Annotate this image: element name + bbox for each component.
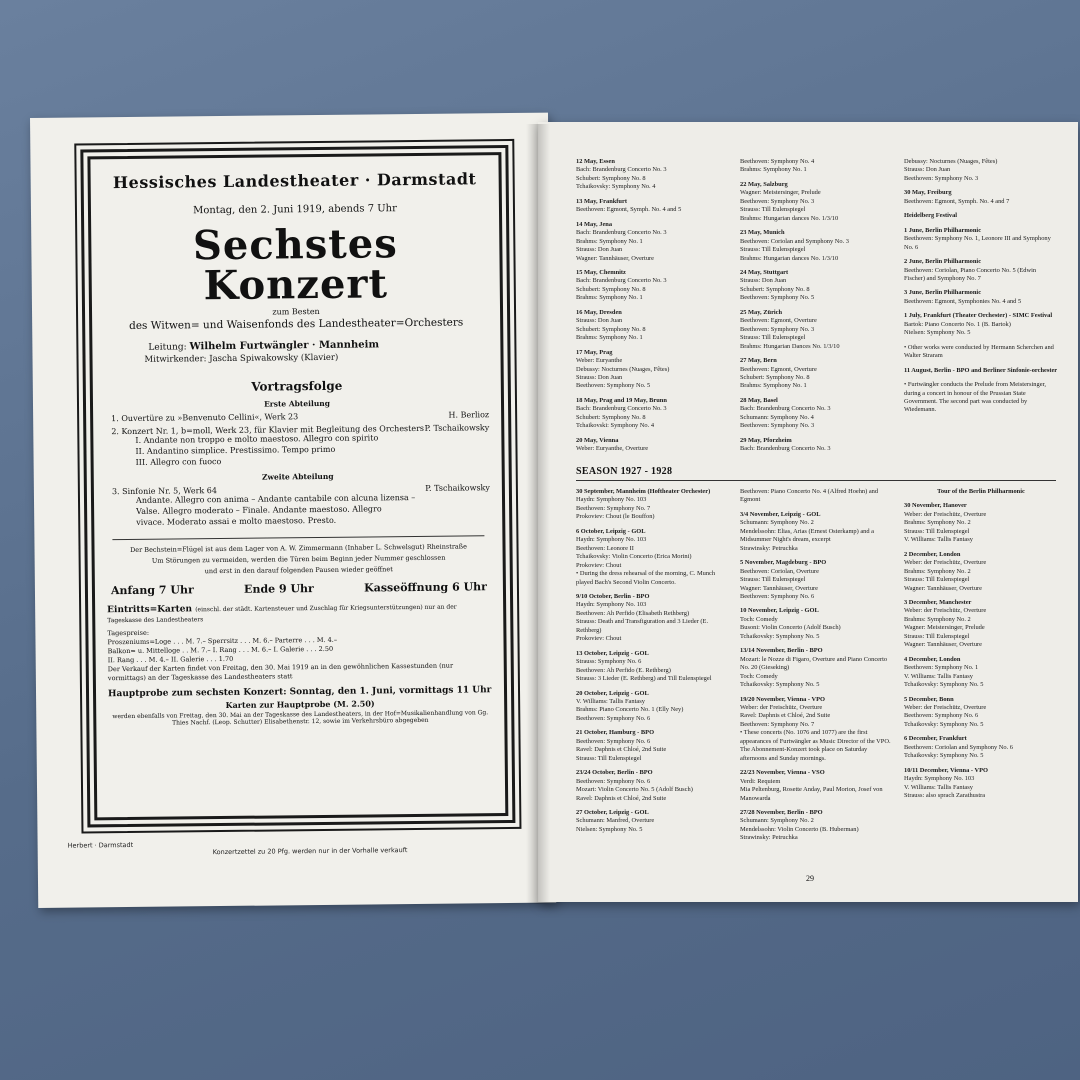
concert-work: • Furtwängler conducts the Prelude from Meistersinger, during a concert in honour of the Prussian State Government. The second part was conducted by Wiedemann.: [904, 381, 1047, 414]
concert-work: Tchaikovsky: Symphony No. 5: [904, 720, 984, 728]
concert-work: V. Williams: Tallis Fantasy: [576, 697, 645, 705]
concert-work: Haydn: Symphony No. 103: [904, 775, 975, 783]
concert-date-place: 23 May, Munich: [740, 229, 785, 237]
concert-work: Weber: der Freischütz, Overture: [904, 559, 987, 567]
concert-work: Ravel: Daphnis et Chloé, 2nd Suite: [576, 746, 667, 754]
concert-date-place: 4 December, London: [904, 655, 961, 663]
concert-work: Schumann: Manfred, Overture: [576, 817, 655, 825]
item-1-title: 1. Ouvertüre zu »Benvenuto Cellini«, Werk 23: [111, 412, 299, 424]
concert-work: Nielsen: Symphony No. 5: [904, 329, 971, 337]
concert-work: Beethoven: Symphony No. 7: [576, 504, 651, 512]
fund-line: des Witwen= und Waisenfonds des Landestheater=Orchesters: [129, 316, 464, 332]
concert-work: Strawinsky: Petruchka: [740, 834, 798, 842]
concert-work: Beethoven: Coriolan and Symphony No. 6: [904, 743, 1013, 751]
concert-date-place: 10 November, Leipzig - GOL: [740, 607, 819, 615]
concert-work: Mia Peltenburg, Rosette Anday, Paul Morion, Josef von Manowarda: [740, 786, 883, 802]
concert-work: Verdi: Requiem: [740, 777, 781, 785]
concert-entry: [576, 729, 730, 763]
concert-entry: [740, 437, 894, 454]
concert-work: Strauss: Till Eulenspiegel: [904, 527, 970, 535]
concert-entry: [740, 181, 894, 223]
concert-work: Tchaikovsky: Symphony No. 5: [740, 632, 820, 640]
left-page: [30, 113, 556, 908]
prices-row-2: Balkon= u. Mittelloge . . M. 7.– I. Rang . . . M. 6.– I. Galerie . . . 2.50: [107, 644, 334, 656]
concert-work: Strauss: Symphony No. 6: [576, 658, 642, 666]
rehearsal-note: werden ebenfalls von Freitag, den 30. Mai an der Tageskasse des Landestheaters, in der Hof=Musikalienhandlung von Gg. Thies Nachf. (Leop. Schutter) Elisabethenstr. 12, sowie im Verkehrsbüro abgegeben: [112, 709, 489, 727]
concert-work: Tchaikovski: Symphony No. 4: [576, 422, 655, 430]
times-row: [107, 580, 491, 597]
concert-work: Strauss: Don Juan: [576, 317, 623, 325]
concert-date-place: 24 May, Stuttgart: [740, 268, 789, 276]
concert-work: Schubert: Symphony No. 8: [576, 413, 646, 421]
concert-entry: [576, 158, 730, 192]
concert-work: Strauss: Till Eulenspiegel: [740, 576, 806, 584]
concert-entry: [904, 189, 1058, 206]
concert-work: Wagner: Tannhäuser, Overture: [740, 584, 818, 592]
column-3: [904, 158, 1058, 460]
concert-date-place: 3/4 November, Leipzig - GOL: [740, 510, 821, 518]
concert-work: Wagner: Tannhäuser, Overture: [576, 254, 654, 262]
concert-work: Haydn: Symphony No. 103: [576, 601, 647, 609]
concert-work: Busoni: Violin Concerto (Adolf Busch): [740, 624, 841, 632]
concert-entry: [904, 599, 1058, 650]
concert-entry: [904, 289, 1058, 306]
concert-work: Beethoven: Symphony No. 4: [740, 158, 815, 165]
concert-entry: [740, 809, 894, 843]
poster-footer: Konzertzettel zu 20 Pfg. werden nur in der Vorhalle verkauft: [212, 846, 408, 857]
concert-entry: [740, 309, 894, 351]
item-3-composer: P. Tschaikowsky: [425, 483, 490, 494]
concert-entry: [576, 650, 730, 684]
item-2-movement-1: I. Andante non troppo e molto maestoso. Allegro con spirito: [135, 433, 379, 445]
concert-date-place: 2 June, Berlin Philharmonic: [904, 258, 982, 266]
concert-work: Wagner: Tannhäuser, Overture: [904, 641, 982, 649]
concert-entry: [904, 735, 1058, 760]
concert-work: • These concerts (No. 1076 and 1077) are the first appearances of Furtwängler as Music Director of the VPO. The Abonnement-Konzert took place on Saturday afternoons and Sunday mornings.: [740, 729, 891, 762]
concert-work: Toch: Comedy: [740, 672, 778, 680]
concert-work: Strauss: Till Eulenspiegel: [740, 246, 806, 254]
concert-work: Mendelssohn: Elias, Arias (Ernest Osterkamp) and a Midsummer Night's dream, excerpt: [740, 527, 874, 544]
concert-work: Brahms: Hungarian dances No. 1/3/10: [740, 254, 839, 262]
concert-date-place: 11 August, Berlin - BPO and Berliner Sinfonie-orchester: [904, 366, 1058, 374]
concert-entry: [576, 593, 730, 644]
page-number: 29: [806, 874, 814, 883]
concert-work: Beethoven: Egmont, Symph. No. 4 and 5: [576, 206, 682, 214]
concert-work: Nielsen: Symphony No. 5: [576, 825, 643, 833]
concert-title: Sechstes Konzert: [192, 220, 398, 310]
concert-work: Strauss: Till Eulenspiegel: [740, 206, 806, 214]
concert-work: Wagner: Meistersinger, Prelude: [904, 624, 985, 632]
program-item-1: [105, 410, 489, 423]
conductor-name: Wilhelm Furtwängler · Mannheim: [189, 339, 380, 353]
concert-work: Beethoven: Egmont, Overture: [740, 317, 817, 325]
concert-date-place: 27 October, Leipzig - GOL: [576, 808, 649, 816]
concert-poster: [74, 139, 521, 834]
concert-work: Bach: Brandenburg Concerto No. 3: [576, 405, 667, 413]
concert-work: Schubert: Symphony No. 8: [576, 325, 646, 333]
concert-date-place: 6 October, Leipzig - GOL: [576, 527, 646, 535]
concert-date-place: 17 May, Prag: [576, 348, 613, 356]
concert-date-place: 20 October, Leipzig - GOL: [576, 689, 649, 697]
concert-entry: [740, 511, 894, 553]
concert-work: Brahms: Symphony No. 1: [576, 334, 643, 342]
concert-work: Beethoven: Symphony No. 3: [740, 325, 815, 333]
concert-work: Wagner: Meistersinger, Prelude: [740, 189, 821, 197]
concert-entry: [576, 221, 730, 263]
concert-entry: [904, 551, 1058, 593]
concert-work: Ravel: Daphnis et Chloé, 2nd Suite: [576, 794, 667, 802]
concert-work: Beethoven: Egmont, Symphonies No. 4 and 5: [904, 297, 1022, 305]
concert-entry: [904, 696, 1058, 730]
concert-entry: [576, 198, 730, 215]
concert-work: Brahms: Hungarian dances No. 1/3/10: [740, 214, 839, 222]
concert-work: Beethoven: Piano Concerto No. 4 (Alfred Hoehn) and Egmont: [740, 488, 879, 504]
piano-note: Der Bechstein=Flügel ist aus dem Lager von A. W. Zimmermann (Inhaber L. Schwelsgut) Rheinstraße: [130, 542, 468, 554]
concert-date-place: 3 June, Berlin Philharmonic: [904, 289, 982, 297]
concert-work: Beethoven: Symphony No. 6: [576, 737, 651, 745]
concert-entry: [904, 158, 1058, 183]
concert-work: Beethoven: Symphony No. 3: [740, 197, 815, 205]
concert-date-place: 28 May, Basel: [740, 396, 778, 404]
concert-work: Weber: der Freischütz, Overture: [904, 607, 987, 615]
concert-entry: [904, 767, 1058, 801]
concert-work: Mozart: Violin Concerto No. 5 (Adolf Busch): [576, 786, 693, 794]
concert-work: Beethoven: Symphony No. 3: [904, 174, 979, 182]
item-2-movement-3: III. Allegro con fuoco: [135, 456, 222, 467]
concert-list-1927: [576, 158, 1060, 460]
season-rule: [576, 480, 1056, 481]
program-heading: Vortragsfolge: [251, 378, 343, 394]
concert-work: Beethoven: Leonore II: [576, 544, 634, 552]
concert-entry: [576, 528, 730, 587]
concert-work: Weber: der Freischütz, Overture: [740, 703, 823, 711]
mitwirkender-label: Mitwirkender:: [144, 354, 207, 365]
concert-work: Strauss: also sprach Zarathustra: [904, 792, 986, 800]
concert-work: Haydn: Symphony No. 103: [576, 536, 647, 544]
concert-work: Beethoven: Symphony No. 5: [576, 382, 651, 390]
concert-work: Debussy: Nocturnes (Nuages, Fêtes): [904, 158, 998, 165]
concert-work: Brahms: Piano Concerto No. 1 (Elly Ney): [576, 706, 684, 714]
tickets-line: [107, 601, 491, 625]
item-1-composer: H. Berlioz: [448, 410, 490, 420]
concert-entry: [576, 309, 730, 343]
concert-entry: [576, 437, 730, 454]
concert-work: Beethoven: Ah Perfido (E. Rethberg): [576, 666, 671, 674]
item-3-title: 3. Sinfonie Nr. 5, Werk 64: [111, 486, 218, 497]
concert-work: Schumann: Symphony No. 2: [740, 817, 814, 825]
concert-date-place: 30 September, Mannheim (Hoftheater Orchester): [576, 488, 711, 495]
concert-entry: [904, 212, 1058, 220]
soloist-line: [104, 351, 488, 365]
concert-work: Beethoven: Coriolan and Symphony No. 3: [740, 237, 849, 245]
divider: [112, 535, 484, 540]
concert-work: Bartok: Piano Concerto No. 1 (B. Bartok): [904, 320, 1011, 328]
concert-work: Strauss: Till Eulenspiegel: [740, 334, 806, 342]
part-one-heading: Erste Abteilung: [264, 398, 330, 409]
tour-heading: Tour of the Berlin Philharmonic: [937, 488, 1025, 495]
concert-entry: [904, 656, 1058, 690]
season-column-2: [740, 488, 894, 849]
concert-entry: [740, 488, 894, 505]
leitung-label: Leitung:: [148, 342, 187, 353]
printer-credit: Herbert · Darmstadt: [67, 840, 134, 850]
concert-date-place: 16 May, Dresden: [576, 308, 622, 316]
concert-date-place: 22 May, Salzburg: [740, 180, 788, 188]
concert-work: Bach: Brandenburg Concerto No. 3: [576, 277, 667, 285]
right-page: [538, 122, 1078, 902]
concert-date-place: 27/28 November, Berlin - BPO: [740, 808, 823, 816]
concert-date-place: 15 May, Chemnitz: [576, 268, 626, 276]
zum-besten: zum Besten: [272, 306, 320, 317]
concert-work: Beethoven: Symphony No. 6: [740, 592, 815, 600]
concert-entry: [740, 559, 894, 601]
prices-row-3: II. Rang . . . M. 4.– II. Galerie . . . 1.70: [107, 654, 234, 665]
concert-work: Strauss: Till Eulenspiegel: [576, 754, 642, 762]
concert-work: Wagner: Tannhäuser, Overture: [904, 584, 982, 592]
concert-work: V. Williams: Tallis Fantasy: [904, 672, 973, 680]
concert-work: Brahms: Symphony No. 1: [576, 294, 643, 302]
concert-work: Tchaikovsky: Violin Concerto (Erica Morini): [576, 553, 692, 561]
concert-work: Schubert: Symphony No. 8: [740, 285, 810, 293]
item-3-movement-2: Valse. Allegro moderato – Finale. Andante maestoso. Allegro: [136, 504, 382, 517]
prices-row-1: Proszeniums=Loge . . . M. 7.– Sperrsitz . . . M. 6.– Parterre . . . M. 4.–: [107, 635, 338, 647]
concert-work: Beethoven: Symphony No. 3: [740, 422, 815, 430]
tickets-note: (einschl. der städt. Kartensteuer und Zuschlag für Kriegsunterstützungen) nur an der Tageskasse des Landestheaters: [107, 603, 457, 624]
rehearsal-tickets: Karten zur Hauptprobe (M. 2.50): [225, 698, 375, 711]
concert-work: Beethoven: Symphony No. 6: [576, 777, 651, 785]
concert-entry: [576, 809, 730, 834]
concert-work: Haydn: Symphony No. 103: [576, 496, 647, 504]
season-column-1: [576, 488, 730, 849]
concert-work: Beethoven: Coriolan, Piano Concerto No. 5 (Edwin Fischer) and Symphony No. 7: [904, 266, 1037, 282]
concert-work: Brahms: Symphony No. 1: [576, 237, 643, 245]
concert-entry: [576, 397, 730, 431]
concert-date-place: 5 December, Bonn: [904, 695, 954, 703]
concert-work: Prokoviev: Chout (le Bouffon): [576, 513, 655, 521]
concert-date-place: 1 June, Berlin Philharmonic: [904, 226, 982, 234]
concert-date-place: 3 December, Manchester: [904, 598, 972, 606]
concert-work: Beethoven: Symphony No. 6: [576, 714, 651, 722]
tickets-heading: Eintritts=Karten: [107, 604, 193, 615]
concert-work: Brahms: Symphony No. 2: [904, 615, 971, 623]
concert-work: Schumann: Symphony No. 4: [740, 413, 814, 421]
concert-work: Strauss: Death and Transfiguration and 3 Lieder (E. Rethberg): [576, 618, 709, 634]
concert-date-place: 29 May, Pforzheim: [740, 436, 792, 444]
concert-work: Beethoven: Symphony No. 5: [740, 294, 815, 302]
theater-name: Hessisches Landestheater · Darmstadt: [112, 169, 477, 193]
concert-work: Brahms: Symphony No. 1: [740, 382, 807, 390]
concert-entry: [740, 769, 894, 803]
concert-date-place: 30 November, Hanover: [904, 502, 967, 510]
concert-date-place: 6 December, Frankfurt: [904, 735, 967, 743]
end-time: Ende 9 Uhr: [243, 581, 314, 596]
rehearsal-line: Hauptprobe zum sechsten Konzert: Sonntag, den 1. Juni, vormittags 11 Uhr: [107, 685, 492, 700]
concert-work: Prokoviev: Chout: [576, 635, 622, 643]
concert-entry: [904, 258, 1058, 283]
concert-work: Tchaikovsky: Symphony No. 5: [904, 681, 984, 689]
concert-work: • During the dress rehearsal of the morning, C. Munch played Bach's Second Violin Concerto.: [576, 570, 716, 586]
concert-date-place: 21 October, Hamburg - BPO: [576, 729, 655, 737]
concert-work: Schubert: Symphony No. 8: [576, 285, 646, 293]
concert-date-place: 27 May, Bern: [740, 357, 777, 365]
concert-entry: [576, 488, 730, 522]
concert-work: Strauss: Don Juan: [904, 166, 951, 174]
concert-work: Strauss: Till Eulenspiegel: [904, 576, 970, 584]
concert-work: V. Williams: Tallis Fantasy: [904, 783, 973, 791]
open-booklet: [10, 118, 1080, 928]
column-1: [576, 158, 730, 460]
item-2-movement-2: II. Andantino simplice. Prestissimo. Tempo primo: [135, 444, 336, 456]
concert-work: Ravel: Daphnis et Chloé, 2nd Suite: [740, 712, 831, 720]
door-note-2: und erst in den darauf folgenden Pausen wieder geöffnet: [204, 565, 393, 575]
concert-work: Strauss: Don Juan: [576, 373, 623, 381]
concert-work: Debussy: Nocturnes (Nuages, Fêtes): [576, 365, 670, 373]
concert-work: Beethoven: Egmont, Symph. No. 4 and 7: [904, 197, 1010, 205]
concert-work: Toch: Comedy: [740, 615, 778, 623]
concert-date: Montag, den 2. Juni 1919, abends 7 Uhr: [193, 203, 397, 217]
concert-work: Brahms: Symphony No. 1: [740, 166, 807, 174]
concert-entry: [740, 229, 894, 263]
part-two-heading: Zweite Abteilung: [261, 472, 334, 482]
concert-entry: [576, 690, 730, 724]
concert-date-place: 30 May, Freiburg: [904, 189, 952, 197]
prices-label: Tagespreise:: [107, 628, 150, 637]
concert-work: • Other works were conducted by Hermann Scherchen and Walter Straram: [904, 343, 1054, 360]
concert-work: Bach: Brandenburg Concerto No. 3: [740, 445, 831, 453]
column-2: [740, 158, 894, 460]
concert-work: Strauss: Don Juan: [576, 246, 623, 254]
concert-entry: [740, 397, 894, 431]
concert-date-place: 19/20 November, Vienna - VPO: [740, 695, 826, 703]
concert-work: Strauss: 3 Lieder (E. Rethberg) and Till Eulenspiegel: [576, 675, 712, 683]
concert-date-place: 20 May, Vienna: [576, 436, 619, 444]
concert-work: Mendelssohn: Violin Concerto (B. Huberman): [740, 825, 859, 833]
concert-date-place: 9/10 October, Berlin - BPO: [576, 592, 650, 600]
concert-work: Beethoven: Symphony No. 1: [904, 664, 979, 672]
item-3-movement-1: Andante. Allegro con anima – Andante cantabile con alcuna lizensa –: [135, 493, 416, 506]
concert-entry: [740, 158, 894, 175]
concert-work: Weber: der Freischütz, Overture: [904, 703, 987, 711]
concert-work: Schumann: Symphony No. 2: [740, 519, 814, 527]
season-title: SEASON 1927 - 1928: [576, 466, 673, 477]
season-column-3: [904, 488, 1058, 849]
concert-work: Strawinsky: Petruchka: [740, 544, 798, 552]
concert-work: Tchaikovsky: Symphony No. 5: [740, 681, 820, 689]
concert-entry: [740, 647, 894, 689]
concert-entry: [904, 367, 1058, 375]
concert-entry: [740, 357, 894, 391]
concert-work: Beethoven: Ah Perfido (Elisabeth Rethberg): [576, 609, 690, 617]
soloist-name: Jascha Spiwakowsky (Klavier): [209, 352, 339, 365]
concert-date-place: 13/14 November, Berlin - BPO: [740, 647, 823, 655]
concert-date-place: 18 May, Prag and 19 May, Brunn: [576, 396, 667, 404]
concert-work: Mozart: le Nozze di Figaro, Overture and Piano Concerto No. 20 (Gieseking): [740, 655, 888, 672]
concert-date-place: 14 May, Jena: [576, 220, 613, 228]
concert-work: Beethoven: Egmont, Overture: [740, 365, 817, 373]
concert-work: Brahms: Hungarian Dances No. 1/3/10: [740, 342, 840, 350]
sale-note: Der Verkauf der Karten findet von Freitag, den 30. Mai 1919 an in den gewöhnlichen Kassestunden (nur vormittags) an der Tageskasse des Landestheaters statt: [107, 661, 454, 683]
concert-date-place: Heidelberg Festival: [904, 212, 958, 220]
concert-work: Weber: Euryanthe: [576, 357, 623, 365]
concert-entry: [904, 312, 1058, 337]
concert-date-place: 5 November, Magdeburg - BPO: [740, 559, 827, 567]
concert-entry: [740, 269, 894, 303]
concert-work: V. Williams: Tallis Fantasy: [904, 536, 973, 544]
concert-work: Bach: Brandenburg Concerto No. 3: [740, 405, 831, 413]
concert-work: Beethoven: Symphony No. 7: [740, 720, 815, 728]
concert-entry: [904, 227, 1058, 252]
concert-work: Weber: der Freischütz, Overture: [904, 510, 987, 518]
item-2-composer: P. Tschaikowsky: [424, 423, 490, 433]
concert-entry: [576, 769, 730, 803]
concert-date-place: 13 May, Frankfurt: [576, 197, 627, 205]
item-2-title: 2. Konzert Nr. 1, b=moll, Werk 23, für Klavier mit Begleitung des Orchesters: [111, 423, 425, 437]
door-note-1: Um Störungen zu vermeiden, werden die Türen beim Beginn jeder Nummer geschlossen: [151, 553, 446, 565]
concert-date-place: 13 October, Leipzig - GOL: [576, 649, 649, 657]
concert-entry: [576, 349, 730, 391]
concert-work: Beethoven: Symphony No. 6: [904, 712, 979, 720]
start-time: Anfang 7 Uhr: [110, 583, 194, 597]
concert-date-place: 23/24 October, Berlin - BPO: [576, 769, 653, 777]
item-3-movement-3: vivace. Moderato assai e molto maestoso. Presto.: [136, 515, 337, 527]
concert-entry: [904, 502, 1058, 544]
concert-work: Schubert: Symphony No. 8: [576, 174, 646, 182]
concert-date-place: 22/23 November, Vienna - VSO: [740, 769, 825, 777]
concert-work: Tchaikovsky: Symphony No. 5: [904, 752, 984, 760]
concert-work: Strauss: Don Juan: [740, 277, 787, 285]
concert-entry: [904, 381, 1058, 415]
concert-entry: [576, 269, 730, 303]
concert-date-place: 12 May, Essen: [576, 158, 615, 165]
concert-work: Beethoven: Coriolan, Overture: [740, 567, 819, 575]
concert-work: Bach: Brandenburg Concerto No. 3: [576, 229, 667, 237]
concert-work: Brahms: Symphony No. 2: [904, 519, 971, 527]
concert-entry: [740, 696, 894, 764]
concert-work: Tchaikovsky: Symphony No. 4: [576, 183, 656, 191]
book-gutter: [526, 124, 550, 904]
concert-date-place: 2 December, London: [904, 550, 961, 558]
concert-work: Strauss: Till Eulenspiegel: [904, 632, 970, 640]
concert-work: Beethoven: Symphony No. 1, Leonore III and Symphony No. 6: [904, 235, 1051, 251]
concert-date-place: 1 July, Frankfurt (Theater Orchester) - SIMC Festival: [904, 312, 1053, 320]
concert-entry: [904, 344, 1058, 361]
concert-work: Weber: Euryanthe, Overture: [576, 445, 649, 453]
concert-date-place: 10/11 December, Vienna - VPO: [904, 766, 988, 774]
concert-work: Schubert: Symphony No. 8: [740, 373, 810, 381]
concert-work: Bach: Brandenburg Concerto No. 3: [576, 166, 667, 174]
concert-list-1927-1928: [576, 488, 1060, 849]
price-list: [107, 625, 492, 684]
concert-work: Prokoviev: Chout: [576, 561, 622, 569]
box-office-time: Kasseöffnung 6 Uhr: [364, 580, 487, 595]
concert-work: Brahms: Symphony No. 2: [904, 567, 971, 575]
concert-entry: [740, 607, 894, 641]
concert-date-place: 25 May, Zürich: [740, 308, 783, 316]
